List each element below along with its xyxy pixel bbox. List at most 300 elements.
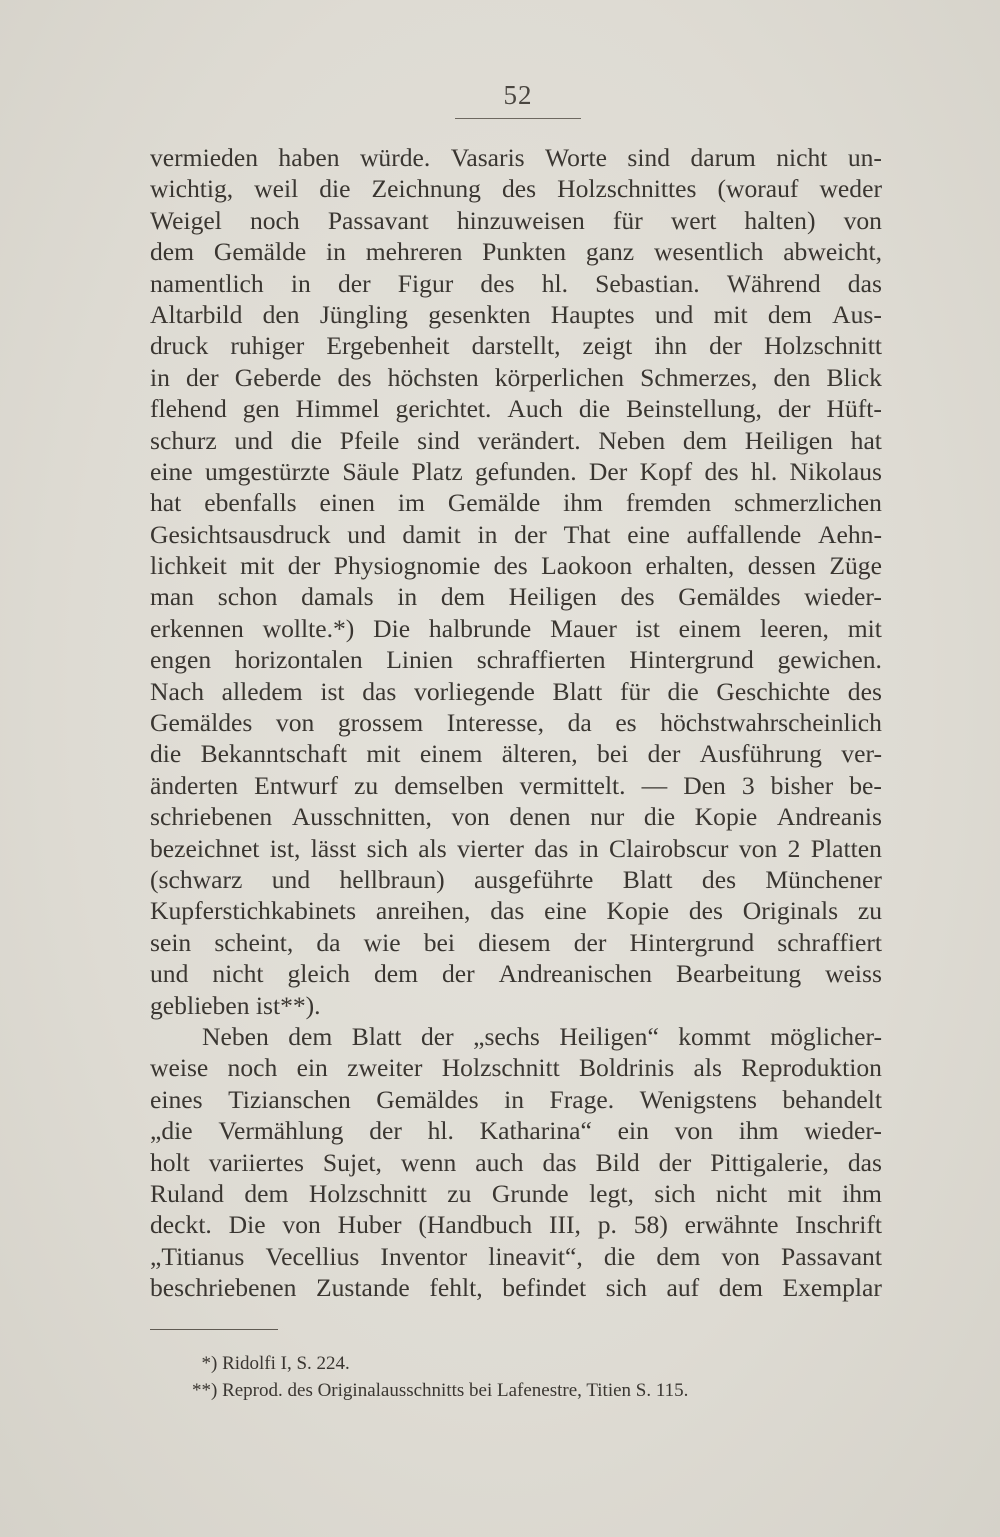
word: in <box>326 237 346 267</box>
word: holt <box>150 1147 190 1177</box>
word: hl. <box>427 1116 454 1146</box>
word: des <box>688 896 723 926</box>
word: vorliegende <box>414 676 535 706</box>
word: Andreanis <box>776 802 882 832</box>
word: fehlt, <box>429 1273 483 1303</box>
word: älteren, <box>501 739 578 769</box>
word: Geberde <box>234 362 322 392</box>
word: grossem <box>337 708 424 738</box>
text-line <box>150 1052 882 1083</box>
word: weder <box>819 174 882 204</box>
word: variiertes <box>208 1147 304 1177</box>
word: Kopie <box>694 802 758 832</box>
word: das <box>490 896 525 926</box>
word: Neben <box>202 1021 269 1051</box>
word: Kupferstichkabinets <box>150 896 357 926</box>
word: Bild <box>595 1147 640 1177</box>
word: Wenigstens <box>639 1084 757 1114</box>
word: sein <box>150 927 192 957</box>
word: ruhiger <box>230 331 305 361</box>
word: Worte <box>545 143 607 172</box>
word: kommt <box>678 1021 751 1051</box>
word: eines <box>150 1084 203 1114</box>
word: der <box>647 739 681 769</box>
word: der <box>573 927 607 957</box>
text-line <box>150 1272 882 1303</box>
word: alledem <box>221 676 303 706</box>
word: Heiligen <box>508 582 597 612</box>
word: bezeichnet <box>150 833 260 863</box>
word: ihm <box>563 488 603 518</box>
footnote: **) Reprod. des Originalausschnitts bei Lafenestre, Titien S. 115. <box>192 1380 689 1401</box>
word: Jüngling <box>319 299 408 329</box>
word: einen <box>319 488 375 518</box>
word: Nikolaus <box>789 456 882 486</box>
word: zu <box>857 896 882 926</box>
word: Holzschnitt <box>763 331 882 361</box>
word: des <box>501 174 537 204</box>
word: in <box>150 362 170 392</box>
word: hl. <box>750 456 778 486</box>
word: abweicht, <box>783 237 882 267</box>
word: von <box>282 1210 321 1240</box>
word: gewichen. <box>777 645 882 675</box>
word: legt, <box>589 1178 634 1208</box>
word: Exemplar <box>782 1273 882 1303</box>
text-line: geblieben ist**). <box>150 990 321 1020</box>
word: zweiter <box>347 1053 423 1083</box>
word: sich <box>605 1273 647 1303</box>
word: hinzuweisen <box>456 205 585 235</box>
word: mit <box>847 613 882 643</box>
word: ausgeführte <box>474 864 594 894</box>
word: Laokoon <box>541 551 633 581</box>
body-text <box>150 142 882 1303</box>
word: schraffierten <box>476 645 606 675</box>
word: Hintergrund <box>629 927 755 957</box>
word: Vasaris <box>450 143 525 172</box>
text-line <box>150 299 882 330</box>
word: (schwarz <box>150 864 243 894</box>
word: ist <box>320 676 345 706</box>
word: als <box>418 833 447 863</box>
word: deckt. <box>150 1210 212 1240</box>
word: Zeichnung <box>371 174 481 204</box>
word: Blatt <box>622 864 673 894</box>
word: 3 <box>741 770 755 800</box>
word: Hintergrund <box>629 645 754 675</box>
word: zeigt <box>582 331 633 361</box>
word: Säule <box>342 456 400 486</box>
word: Ruland <box>150 1178 224 1208</box>
word: ist, <box>269 833 301 863</box>
word: Grunde <box>491 1178 569 1208</box>
word: von <box>451 802 490 832</box>
word: da <box>567 708 592 738</box>
word: (worauf <box>717 174 799 204</box>
word: Aus- <box>832 299 882 329</box>
word: der <box>441 959 475 989</box>
word: von <box>843 205 882 235</box>
word: Bekanntschaft <box>200 739 348 769</box>
word: druck <box>150 331 209 361</box>
text-line <box>150 393 882 424</box>
text-line <box>150 142 882 173</box>
word: erkennen <box>150 613 244 643</box>
word: befindet <box>502 1273 587 1303</box>
word: der <box>337 268 371 298</box>
text-line <box>150 519 882 550</box>
text-line <box>150 864 882 895</box>
word: in <box>477 519 498 549</box>
word: Ausführung <box>699 739 822 769</box>
word: da <box>316 927 341 957</box>
word: der <box>420 1021 454 1051</box>
word: Sujet, <box>322 1147 382 1177</box>
word: des <box>701 864 737 894</box>
word: gesenkten <box>428 299 531 329</box>
word: denen <box>509 802 571 832</box>
footnotes <box>192 1350 872 1404</box>
word: der <box>777 394 811 424</box>
text-line <box>150 1115 882 1146</box>
word: Linien <box>386 645 454 675</box>
word: lineavit“, <box>488 1241 583 1271</box>
word: scheint, <box>214 927 294 957</box>
text-line <box>150 330 882 361</box>
word: und <box>347 519 386 549</box>
word: noch <box>249 205 300 235</box>
word: bei <box>597 739 629 769</box>
word: Inschrift <box>795 1210 882 1240</box>
word: des <box>337 362 372 392</box>
word: wie <box>363 927 401 957</box>
word: Interesse, <box>446 708 545 738</box>
text-line <box>150 581 882 612</box>
word: von <box>721 1241 760 1271</box>
text-line <box>150 958 882 989</box>
word: flehend <box>150 394 227 424</box>
word: der <box>287 551 321 581</box>
word: Während <box>726 268 821 298</box>
word: Schmerzes, <box>640 362 758 392</box>
word: hat <box>150 488 182 518</box>
footnote: *) Ridolfi I, S. 224. <box>192 1353 350 1374</box>
word: lässt <box>310 833 357 863</box>
word: Clairobscur <box>609 833 729 863</box>
text-line <box>150 550 882 581</box>
word: behandelt <box>782 1084 882 1114</box>
word: Originals <box>742 896 839 926</box>
word: leeren, <box>760 613 829 643</box>
word: gleich <box>287 959 350 989</box>
word: höchstwahrscheinlich <box>660 708 882 738</box>
word: Katharina“ <box>479 1116 592 1146</box>
word: des <box>620 582 655 612</box>
word: des <box>847 676 882 706</box>
word: in <box>504 1084 525 1114</box>
word: die <box>603 1241 636 1271</box>
word: ihm <box>738 1116 779 1146</box>
word: wichtig, <box>150 174 234 204</box>
word: dem <box>244 1178 289 1208</box>
word: erhalten, <box>645 551 735 581</box>
text-line <box>150 1084 882 1115</box>
word: höchsten <box>387 362 479 392</box>
word: das <box>847 268 882 298</box>
text-line <box>150 738 882 769</box>
word: engen <box>150 645 212 675</box>
word: Himmel <box>295 394 380 424</box>
word: Blick <box>826 362 882 392</box>
word: Entwurf <box>254 770 338 800</box>
text-line <box>150 487 882 518</box>
word: Sebastian. <box>595 268 700 298</box>
word: wieder- <box>804 582 882 612</box>
word: gefunden. <box>474 456 577 486</box>
word: Heiligen“ <box>559 1021 659 1051</box>
word: Figur <box>397 268 454 298</box>
word: bisher <box>770 770 834 800</box>
footnote-separator <box>150 1329 278 1330</box>
word: Kopie <box>606 896 670 926</box>
word: Pfeile <box>339 425 400 455</box>
word: schon <box>217 582 278 612</box>
word: in <box>578 833 599 863</box>
page-number-container <box>455 80 581 111</box>
word: Passavant <box>781 1241 882 1271</box>
word: Huber <box>337 1210 402 1240</box>
word: das <box>534 833 569 863</box>
word: Gemälde <box>213 237 307 267</box>
word: möglicher- <box>770 1021 882 1051</box>
word: Platten <box>810 833 882 863</box>
word: verändert. <box>477 425 581 455</box>
word: hat <box>850 425 882 455</box>
text-line <box>150 456 882 487</box>
text-line <box>150 833 882 864</box>
text-line <box>150 268 882 299</box>
word: für <box>612 205 643 235</box>
word: — <box>641 770 668 800</box>
word: der <box>658 1147 692 1177</box>
word: Holzschnitt <box>308 1178 427 1208</box>
text-line <box>150 173 882 204</box>
word: Ergebenheit <box>326 331 450 361</box>
word: Zustande <box>315 1273 410 1303</box>
word: der <box>369 1116 402 1146</box>
word: Blatt <box>552 676 603 706</box>
word: nur <box>590 802 625 832</box>
word: körperlichen <box>494 362 625 392</box>
word: umgestürzte <box>204 456 331 486</box>
word: nicht <box>212 959 264 989</box>
word: schraffiert <box>777 927 882 957</box>
word: das <box>362 676 397 706</box>
word: Weigel <box>150 205 222 235</box>
word: die <box>319 174 351 204</box>
word: schmerzlichen <box>734 488 882 518</box>
word: Tizianschen <box>228 1084 351 1114</box>
word: dem <box>440 582 485 612</box>
word: die <box>643 802 676 832</box>
word: hl. <box>541 268 569 298</box>
word: Neben <box>598 425 666 455</box>
word: im <box>397 488 425 518</box>
word: Den <box>683 770 726 800</box>
word: Münchener <box>765 864 882 894</box>
word: und <box>654 299 694 329</box>
word: Gesichtsausdruck <box>150 519 331 549</box>
word: zu <box>354 770 379 800</box>
word: der <box>514 519 547 549</box>
word: dessen <box>747 551 816 581</box>
word: lichkeit <box>150 551 227 581</box>
word: einem <box>419 739 483 769</box>
word: gerichtet. <box>395 394 492 424</box>
word: ganz <box>585 237 635 267</box>
text-line <box>150 362 882 393</box>
word: III, <box>548 1210 581 1240</box>
word: Hauptes <box>550 299 635 329</box>
word: mit <box>713 299 748 329</box>
word: Gemälde <box>447 488 541 518</box>
word: schurz <box>150 425 217 455</box>
text-line <box>150 1241 882 1272</box>
word: änderten <box>150 770 239 800</box>
word: noch <box>227 1053 278 1083</box>
word: Die <box>228 1210 266 1240</box>
word: p. <box>597 1210 617 1240</box>
word: dem <box>288 1021 333 1051</box>
word: in <box>397 582 418 612</box>
text-line <box>150 425 882 456</box>
word: und <box>271 864 311 894</box>
text-line <box>150 1178 882 1209</box>
text-line <box>150 927 882 958</box>
word: einem <box>678 613 742 643</box>
word: den <box>773 362 811 392</box>
word: Physiognomie <box>333 551 481 581</box>
word: mit <box>240 551 275 581</box>
word: Heiligen <box>744 425 833 455</box>
word: Auch <box>507 394 563 424</box>
word: hellbraun) <box>339 864 445 894</box>
word: auf <box>666 1273 700 1303</box>
word: Platz <box>411 456 463 486</box>
word: mit <box>787 1178 822 1208</box>
word: das <box>542 1147 577 1177</box>
word: Inventor <box>380 1241 468 1271</box>
word: der <box>709 331 742 361</box>
word: und <box>234 425 273 455</box>
word: vermieden <box>150 143 259 172</box>
word: Aehn- <box>818 519 882 549</box>
page-number: 52 <box>503 80 533 110</box>
word: der <box>185 362 219 392</box>
word: Passavant <box>327 205 429 235</box>
word: Gemäldes <box>678 582 781 612</box>
word: Geschichte <box>716 676 831 706</box>
text-line <box>150 707 882 738</box>
word: Frage. <box>549 1084 615 1114</box>
word: wollte.*) <box>262 613 355 643</box>
word: (Handbuch <box>418 1210 533 1240</box>
word: namentlich <box>150 268 264 298</box>
word: weiss <box>825 959 882 989</box>
word: und <box>150 959 189 989</box>
word: Züge <box>829 551 882 581</box>
word: mehreren <box>365 237 463 267</box>
word: Blatt <box>351 1021 402 1051</box>
word: beschriebenen <box>150 1273 297 1303</box>
word: That <box>563 519 611 549</box>
word: Kopf <box>639 456 693 486</box>
word: Holzschnitt <box>441 1053 560 1083</box>
word: die <box>150 739 182 769</box>
word: des <box>704 456 739 486</box>
word: das <box>847 1147 882 1177</box>
word: weise <box>150 1053 209 1083</box>
word: Gemäldes <box>150 708 253 738</box>
word: Andreanischen <box>498 959 653 989</box>
word: weil <box>254 174 299 204</box>
word: sind <box>627 143 671 172</box>
word: wieder- <box>804 1116 882 1146</box>
word: damit <box>402 519 461 549</box>
word: ein <box>617 1116 649 1146</box>
word: fremden <box>625 488 712 518</box>
word: dem <box>767 299 812 329</box>
word: dem <box>150 237 195 267</box>
text-line <box>150 1209 882 1240</box>
word: ein <box>296 1053 328 1083</box>
word: ihn <box>654 331 688 361</box>
word: diesem <box>478 927 551 957</box>
text-line <box>150 676 882 707</box>
word: auffallende <box>686 519 802 549</box>
word: von <box>738 833 778 863</box>
word: wenn <box>400 1147 457 1177</box>
word: erwähnte <box>684 1210 779 1240</box>
word: ebenfalls <box>204 488 297 518</box>
word: sich <box>654 1178 696 1208</box>
word: 58) <box>633 1210 668 1240</box>
word: „die <box>150 1116 193 1146</box>
word: ver- <box>841 739 882 769</box>
text-line <box>150 895 882 926</box>
text-line <box>150 770 882 801</box>
word: ihm <box>842 1178 882 1208</box>
word: von <box>674 1116 713 1146</box>
word: „Titianus <box>150 1241 245 1271</box>
word: Gemäldes <box>376 1084 479 1114</box>
word: von <box>275 708 315 738</box>
word: be- <box>849 770 882 800</box>
word: Bearbeitung <box>676 959 802 989</box>
word: eine <box>627 519 670 549</box>
word: nicht <box>715 1178 768 1208</box>
word: 2 <box>787 833 801 863</box>
word: des <box>493 551 528 581</box>
word: Punkten <box>482 237 567 267</box>
word: Die <box>373 613 411 643</box>
word: vermittelt. <box>519 770 626 800</box>
word: Reproduktion <box>741 1053 882 1083</box>
word: mit <box>366 739 401 769</box>
word: zu <box>447 1178 472 1208</box>
word: Altarbild <box>150 299 243 329</box>
